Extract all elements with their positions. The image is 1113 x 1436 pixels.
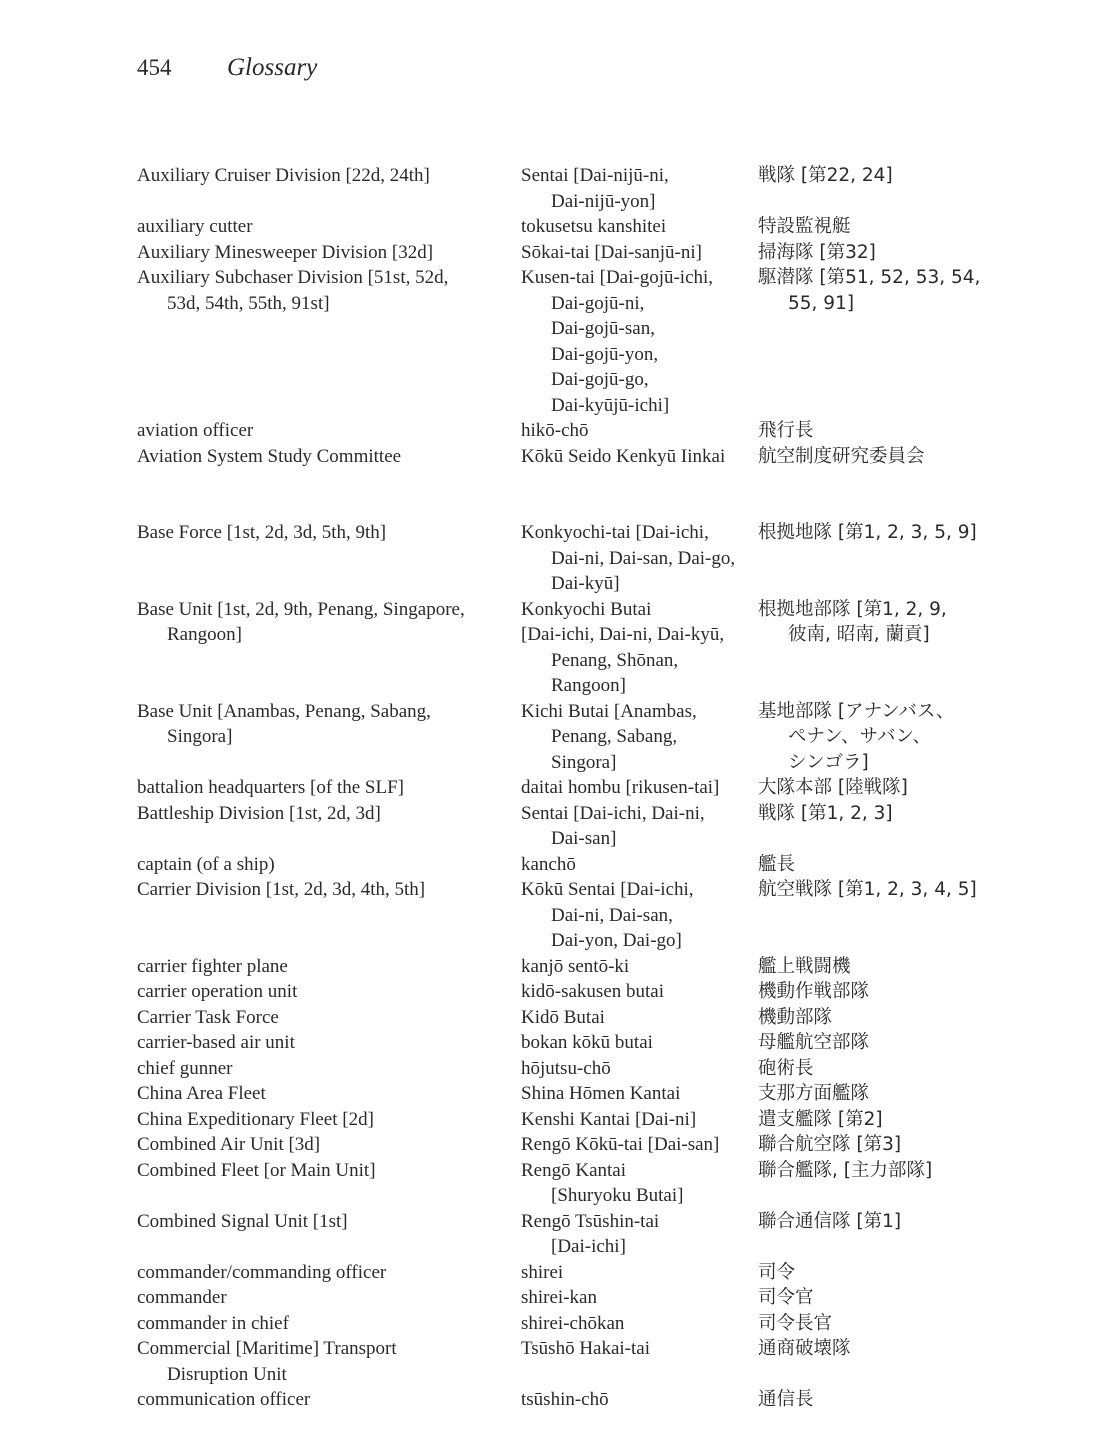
glossary-entry bbox=[137, 520, 977, 597]
romanized-term-line: [Shuryoku Butai] bbox=[551, 1185, 684, 1206]
english-term bbox=[137, 1030, 507, 1056]
japanese-term-line: 聯合艦隊, [主力部隊] bbox=[758, 1159, 933, 1181]
romanized-term-line: kanchō bbox=[521, 853, 576, 875]
glossary-entry bbox=[137, 1336, 977, 1387]
english-term bbox=[137, 699, 507, 750]
romanized-term-line: hōjutsu-chō bbox=[521, 1057, 611, 1079]
english-term-line: Aviation System Study Committee bbox=[137, 445, 402, 467]
japanese-term bbox=[758, 520, 988, 546]
page-header bbox=[137, 54, 317, 82]
glossary-entry bbox=[137, 1030, 977, 1056]
glossary-entry bbox=[137, 954, 977, 980]
english-term-line: captain (of a ship) bbox=[137, 853, 275, 875]
glossary-entry bbox=[137, 1081, 977, 1107]
romanized-term bbox=[521, 1336, 761, 1362]
romanized-term-line: [Dai-ichi] bbox=[551, 1236, 626, 1257]
english-term-line: Auxiliary Subchaser Division [51st, 52d, bbox=[137, 267, 449, 288]
romanized-term bbox=[521, 1387, 761, 1413]
glossary-entry bbox=[137, 1056, 977, 1082]
english-term-line: commander in chief bbox=[137, 1312, 289, 1334]
romanized-term-line: kanjō sentō-ki bbox=[521, 955, 630, 977]
romanized-term bbox=[521, 163, 761, 214]
romanized-term-line: Dai-gojū-yon, bbox=[551, 343, 659, 365]
glossary-entry bbox=[137, 1387, 977, 1413]
romanized-term bbox=[521, 1260, 761, 1286]
glossary-entry bbox=[137, 214, 977, 240]
romanized-term bbox=[521, 954, 761, 980]
english-term-line: battalion headquarters [of the SLF] bbox=[137, 777, 404, 798]
english-term bbox=[137, 520, 507, 546]
japanese-term-line: 特設監視艇 bbox=[758, 216, 851, 237]
romanized-term-line: Kusen-tai [Dai-gojū-ichi, bbox=[521, 267, 714, 288]
romanized-term-line: Dai-gojū-san, bbox=[551, 318, 655, 339]
japanese-term-line: ペナン、サバン、 bbox=[788, 726, 932, 747]
english-term bbox=[137, 954, 507, 980]
japanese-term bbox=[758, 214, 988, 240]
japanese-term bbox=[758, 775, 988, 801]
japanese-term bbox=[758, 444, 988, 470]
english-term bbox=[137, 1132, 507, 1158]
japanese-term bbox=[758, 1209, 988, 1235]
english-term bbox=[137, 1158, 507, 1184]
glossary-entry bbox=[137, 240, 977, 266]
romanized-term bbox=[521, 240, 761, 266]
romanized-term-line: tsūshin-chō bbox=[521, 1389, 609, 1410]
english-term-line: carrier operation unit bbox=[137, 981, 298, 1002]
english-term bbox=[137, 163, 507, 189]
japanese-term-line: 根拠地部隊 [第1, 2, 9, bbox=[758, 598, 947, 620]
japanese-term bbox=[758, 1005, 988, 1031]
japanese-term-line: 飛行長 bbox=[758, 420, 814, 441]
japanese-term-line: 根拠地隊 [第1, 2, 3, 5, 9] bbox=[758, 522, 977, 543]
romanized-term bbox=[521, 1030, 761, 1056]
english-term bbox=[137, 1336, 507, 1387]
romanized-term-line: Rengō Kōkū-tai [Dai-san] bbox=[521, 1134, 720, 1155]
english-term-line: Base Force [1st, 2d, 3d, 5th, 9th] bbox=[137, 522, 387, 543]
japanese-term-line: 司令 bbox=[758, 1261, 796, 1283]
romanized-term bbox=[521, 1005, 761, 1031]
japanese-term bbox=[758, 801, 988, 827]
romanized-term-line: Kidō Butai bbox=[521, 1006, 605, 1028]
romanized-term-line: Rengō Tsūshin-tai bbox=[521, 1210, 660, 1232]
english-term-line: aviation officer bbox=[137, 420, 254, 441]
english-term bbox=[137, 444, 507, 470]
japanese-term bbox=[758, 699, 988, 776]
romanized-term-line: Dai-san] bbox=[551, 828, 617, 849]
japanese-term-line: 司令長官 bbox=[758, 1312, 833, 1334]
glossary-entry bbox=[137, 163, 977, 214]
romanized-term-line: Sentai [Dai-ichi, Dai-ni, bbox=[521, 802, 705, 824]
english-term-line: auxiliary cutter bbox=[137, 216, 253, 237]
japanese-term-line: 戦隊 [第22, 24] bbox=[758, 165, 893, 186]
japanese-term-line: 機動部隊 bbox=[758, 1006, 833, 1028]
english-term-line: Battleship Division [1st, 2d, 3d] bbox=[137, 802, 381, 824]
japanese-term bbox=[758, 597, 988, 648]
romanized-term bbox=[521, 1209, 761, 1260]
romanized-term bbox=[521, 418, 761, 444]
japanese-term bbox=[758, 265, 988, 316]
romanized-term bbox=[521, 597, 761, 699]
english-term-line: Rangoon] bbox=[167, 624, 242, 645]
romanized-term-line: Kenshi Kantai [Dai-ni] bbox=[521, 1108, 697, 1130]
romanized-term bbox=[521, 979, 761, 1005]
romanized-term bbox=[521, 1056, 761, 1082]
romanized-term-line: shirei bbox=[521, 1261, 564, 1283]
japanese-term bbox=[758, 1132, 988, 1158]
japanese-term-line: 基地部隊 [アナンバス、 bbox=[758, 700, 955, 722]
romanized-term-line: daitai hombu [rikusen-tai] bbox=[521, 777, 720, 798]
english-term-line: Commercial [Maritime] Transport bbox=[137, 1338, 397, 1359]
romanized-term-line: Penang, Sabang, bbox=[551, 726, 678, 747]
romanized-term-line: shirei-chōkan bbox=[521, 1312, 625, 1334]
glossary-entry bbox=[137, 597, 977, 699]
english-term bbox=[137, 214, 507, 240]
japanese-term-line: 艦上戦闘機 bbox=[758, 955, 851, 977]
english-term bbox=[137, 775, 507, 801]
english-term bbox=[137, 597, 507, 648]
glossary-entry bbox=[137, 877, 977, 954]
english-term-line: chief gunner bbox=[137, 1057, 233, 1079]
japanese-term-line: 戦隊 [第1, 2, 3] bbox=[758, 802, 893, 824]
glossary-entry bbox=[137, 265, 981, 418]
romanized-term bbox=[521, 1081, 761, 1107]
romanized-term-line: Rangoon] bbox=[551, 675, 626, 696]
english-term-line: Carrier Task Force bbox=[137, 1006, 279, 1028]
japanese-term bbox=[758, 979, 988, 1005]
japanese-term-line: 大隊本部 [陸戦隊] bbox=[758, 777, 908, 798]
japanese-term bbox=[758, 1387, 988, 1413]
page-number: 454 bbox=[137, 55, 172, 80]
romanized-term-line: Dai-nijū-yon] bbox=[551, 190, 656, 212]
english-term bbox=[137, 1209, 507, 1235]
romanized-term bbox=[521, 699, 761, 776]
romanized-term-line: tokusetsu kanshitei bbox=[521, 216, 667, 237]
japanese-term-line: 航空戦隊 [第1, 2, 3, 4, 5] bbox=[758, 879, 977, 900]
romanized-term-line: Sentai [Dai-nijū-ni, bbox=[521, 165, 669, 186]
romanized-term-line: Kōkū Seido Kenkyū Iinkai bbox=[521, 445, 726, 467]
japanese-term bbox=[758, 1030, 988, 1056]
romanized-term bbox=[521, 214, 761, 240]
romanized-term bbox=[521, 1158, 761, 1209]
english-term-line: Disruption Unit bbox=[167, 1363, 287, 1385]
glossary-entry bbox=[137, 699, 977, 776]
japanese-term-line: 駆潜隊 [第51, 52, 53, 54, bbox=[758, 267, 981, 288]
japanese-term-line: 55, 91] bbox=[788, 292, 855, 314]
english-term-line: communication officer bbox=[137, 1389, 311, 1410]
romanized-term-line: hikō-chō bbox=[521, 420, 589, 441]
english-term bbox=[137, 1056, 507, 1082]
japanese-term bbox=[758, 877, 988, 903]
japanese-term bbox=[758, 1056, 988, 1082]
english-term bbox=[137, 418, 507, 444]
english-term-line: Auxiliary Minesweeper Division [32d] bbox=[137, 241, 434, 263]
romanized-term-line: Dai-kyū] bbox=[551, 573, 620, 594]
japanese-term bbox=[758, 1260, 988, 1286]
romanized-term-line: [Dai-ichi, Dai-ni, Dai-kyū, bbox=[521, 624, 725, 645]
japanese-term-line: 機動作戦部隊 bbox=[758, 981, 870, 1002]
romanized-term-line: bokan kōkū butai bbox=[521, 1032, 653, 1053]
romanized-term-line: Dai-ni, Dai-san, Dai-go, bbox=[551, 547, 736, 569]
romanized-term bbox=[521, 877, 761, 954]
glossary-table bbox=[137, 163, 981, 1413]
japanese-term-line: 掃海隊 [第32] bbox=[758, 241, 876, 263]
japanese-term bbox=[758, 418, 988, 444]
japanese-term bbox=[758, 240, 988, 266]
romanized-term-line: Penang, Shōnan, bbox=[551, 649, 679, 671]
romanized-term bbox=[521, 852, 761, 878]
english-term-line: China Area Fleet bbox=[137, 1083, 266, 1104]
english-term bbox=[137, 801, 507, 827]
romanized-term-line: Kichi Butai [Anambas, bbox=[521, 700, 697, 722]
english-term bbox=[137, 1285, 507, 1311]
english-term bbox=[137, 1260, 507, 1286]
english-term-line: commander/commanding officer bbox=[137, 1261, 387, 1283]
romanized-term bbox=[521, 265, 761, 418]
glossary-entry bbox=[137, 1107, 977, 1133]
japanese-term-line: 遣支艦隊 [第2] bbox=[758, 1108, 883, 1130]
romanized-term-line: Tsūshō Hakai-tai bbox=[521, 1338, 651, 1359]
english-term-line: commander bbox=[137, 1287, 227, 1308]
japanese-term-line: 聯合航空隊 [第3] bbox=[758, 1134, 902, 1155]
romanized-term bbox=[521, 520, 761, 597]
english-term bbox=[137, 1311, 507, 1337]
english-term-line: Combined Air Unit [3d] bbox=[137, 1134, 321, 1155]
romanized-term bbox=[521, 775, 761, 801]
japanese-term bbox=[758, 163, 988, 189]
romanized-term-line: Kōkū Sentai [Dai-ichi, bbox=[521, 879, 694, 900]
english-term-line: China Expeditionary Fleet [2d] bbox=[137, 1108, 374, 1130]
japanese-term-line: 司令官 bbox=[758, 1287, 814, 1308]
english-term-line: Singora] bbox=[167, 726, 233, 747]
romanized-term bbox=[521, 444, 761, 470]
glossary-entry bbox=[137, 1311, 977, 1337]
glossary-entry bbox=[137, 1158, 977, 1209]
romanized-term-line: Singora] bbox=[551, 751, 617, 773]
glossary-entry bbox=[137, 418, 977, 444]
english-term-line: Auxiliary Cruiser Division [22d, 24th] bbox=[137, 165, 430, 186]
english-term bbox=[137, 877, 507, 903]
romanized-term-line: Dai-gojū-ni, bbox=[551, 292, 645, 314]
romanized-term-line: Shina Hōmen Kantai bbox=[521, 1083, 681, 1104]
english-term-line: 53d, 54th, 55th, 91st] bbox=[167, 292, 330, 314]
glossary-entry bbox=[137, 1005, 977, 1031]
romanized-term-line: Rengō Kantai bbox=[521, 1159, 627, 1181]
english-term-line: Combined Fleet [or Main Unit] bbox=[137, 1159, 376, 1181]
english-term-line: Combined Signal Unit [1st] bbox=[137, 1210, 348, 1232]
japanese-term bbox=[758, 1336, 988, 1362]
english-term bbox=[137, 1387, 507, 1413]
japanese-term-line: 砲術長 bbox=[758, 1057, 814, 1079]
glossary-entry bbox=[137, 444, 977, 521]
japanese-term bbox=[758, 954, 988, 980]
english-term bbox=[137, 1005, 507, 1031]
japanese-term-line: 母艦航空部隊 bbox=[758, 1032, 870, 1053]
glossary-entry bbox=[137, 1260, 977, 1286]
glossary-entry bbox=[137, 1209, 977, 1260]
english-term-line: Base Unit [1st, 2d, 9th, Penang, Singapore, bbox=[137, 598, 465, 620]
romanized-term-line: Konkyochi-tai [Dai-ichi, bbox=[521, 522, 709, 543]
romanized-term bbox=[521, 1107, 761, 1133]
english-term-line: Base Unit [Anambas, Penang, Sabang, bbox=[137, 700, 431, 722]
english-term-line: carrier fighter plane bbox=[137, 955, 288, 977]
japanese-term-line: 通信長 bbox=[758, 1389, 814, 1410]
japanese-term bbox=[758, 1107, 988, 1133]
romanized-term-line: kidō-sakusen butai bbox=[521, 981, 665, 1002]
english-term bbox=[137, 852, 507, 878]
english-term bbox=[137, 1107, 507, 1133]
romanized-term bbox=[521, 1285, 761, 1311]
glossary-entry bbox=[137, 1132, 977, 1158]
japanese-term bbox=[758, 1158, 988, 1184]
glossary-entry bbox=[137, 852, 977, 878]
english-term bbox=[137, 240, 507, 266]
romanized-term-line: Dai-yon, Dai-go] bbox=[551, 930, 682, 951]
romanized-term-line: shirei-kan bbox=[521, 1287, 597, 1308]
japanese-term-line: 彼南, 昭南, 蘭貢] bbox=[788, 624, 930, 645]
glossary-entry bbox=[137, 979, 977, 1005]
japanese-term bbox=[758, 1081, 988, 1107]
romanized-term bbox=[521, 1311, 761, 1337]
romanized-term bbox=[521, 801, 761, 852]
glossary-entry bbox=[137, 775, 977, 801]
romanized-term-line: Sōkai-tai [Dai-sanjū-ni] bbox=[521, 241, 702, 263]
japanese-term-line: シンゴラ] bbox=[788, 751, 869, 773]
japanese-term-line: 通商破壊隊 bbox=[758, 1338, 851, 1359]
english-term bbox=[137, 979, 507, 1005]
japanese-term bbox=[758, 1311, 988, 1337]
glossary-entry bbox=[137, 801, 977, 852]
japanese-term bbox=[758, 852, 988, 878]
japanese-term-line: 支那方面艦隊 bbox=[758, 1083, 870, 1104]
japanese-term bbox=[758, 1285, 988, 1311]
japanese-term-line: 航空制度研究委員会 bbox=[758, 445, 925, 467]
english-term-line: carrier-based air unit bbox=[137, 1032, 295, 1053]
romanized-term-line: Dai-kyūjū-ichi] bbox=[551, 394, 670, 416]
romanized-term-line: Dai-gojū-go, bbox=[551, 369, 649, 390]
romanized-term-line: Konkyochi Butai bbox=[521, 598, 652, 620]
glossary-entry bbox=[137, 1285, 977, 1311]
running-title: Glossary bbox=[227, 54, 318, 81]
japanese-term-line: 艦長 bbox=[758, 853, 796, 875]
romanized-term-line: Dai-ni, Dai-san, bbox=[551, 904, 673, 926]
english-term bbox=[137, 1081, 507, 1107]
romanized-term bbox=[521, 1132, 761, 1158]
english-term bbox=[137, 265, 507, 316]
japanese-term-line: 聯合通信隊 [第1] bbox=[758, 1210, 902, 1232]
english-term-line: Carrier Division [1st, 2d, 3d, 4th, 5th] bbox=[137, 879, 426, 900]
